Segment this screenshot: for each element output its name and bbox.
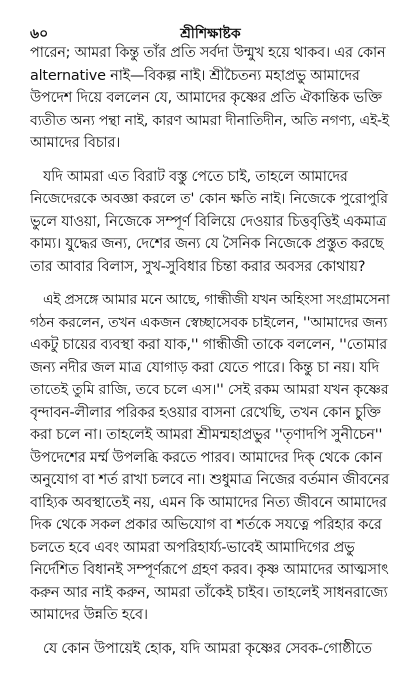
text-line: গঠন করলেন, তখন একজন স্বেচ্ছাসেবক চাইলেন, ''আমাদের জন্য xyxy=(30,314,388,331)
text-line: নিজেদেরকে অবজ্ঞা করলে ত' কোন ক্ষতি নাই। নিজেকে পুরোপুরি xyxy=(30,191,388,207)
text-line: alternative নাই—বিকল্প নাই। শ্রীচৈতন্য মহাপ্রভু আমাদের xyxy=(30,67,360,84)
text-line: একটু চায়ের ব্যবস্থা করা যাক,'' গান্ধীজী তাকে বললেন, ''তোমার xyxy=(30,337,387,353)
text-line: করুন আর নাই করুন, আমরা তাঁকেই চাইব। তাহলেই সাধনরাজ্যে xyxy=(30,584,388,601)
text-line: বাহ্যিক অবস্থাতেই নয়, এমন কি আমাদের নিত্য জীবনে আমাদের xyxy=(30,494,387,511)
paragraph xyxy=(30,289,391,627)
text-line: আমাদের বিচার। xyxy=(30,135,121,151)
text-line: দিক থেকে সকল প্রকার অভিযোগ বা শর্তকে সযত্নে পরিহার করে xyxy=(30,517,382,533)
text-line: নির্দেশিত বিধানই সম্পূর্ণরূপে গ্রহণ করব। কৃষ্ণ আমাদের আত্মসাৎ xyxy=(30,562,389,578)
text-line: জন্য নদীর জল মাত্র যোগাড় করা যেতে পারে। কিন্তু চা নয়। যদি xyxy=(30,359,379,376)
text-line: বৃন্দাবন-লীলার পরিকর হওয়ার বাসনা রেখেছি, তখন কোন চুক্তি xyxy=(30,404,381,421)
paragraph xyxy=(30,166,391,279)
text-line: ব্যতীত অন্য পন্থা নাই, কারণ আমরা দীনাতিদীন, অতি নগণ্য, এই-ই xyxy=(30,112,389,129)
page-body xyxy=(30,42,391,671)
text-line: যদি আমরা এত বিরাট বস্তু পেতে চাই, তাহলে আমাদের xyxy=(43,168,348,185)
text-line: চলতে হবে এবং আমরা অপরিহার্য্য-ভাবেই আমাদিগের প্রভু xyxy=(30,539,355,556)
text-line: তাতেই তুমি রাজি, তবে চলে এস।'' সেই রকম আমরা যখন কৃষ্ণের xyxy=(30,382,389,398)
text-line: অনুযোগ বা শর্ত রাখা চলবে না। শুধুমাত্র নিজের বর্তমান জীবনের xyxy=(30,472,390,488)
text-line: যে কোন উপায়েই হোক, যদি আমরা কৃষ্ণের সেবক-গোষ্ঠীতে xyxy=(43,640,372,657)
paragraph xyxy=(30,638,391,661)
text-line: তার আবার বিলাস, সুখ-সুবিধার চিন্তা করার অবসর কোথায়? xyxy=(30,258,366,275)
page-header xyxy=(30,22,391,42)
text-line: এই প্রসঙ্গে আমার মনে আছে, গান্ধীজী যখন অহিংসা সংগ্রামসেনা xyxy=(43,292,390,308)
text-line: ভুলে যাওয়া, নিজেকে সম্পূর্ণ বিলিয়ে দেওয়ার চিত্তবৃত্তিই একমাত্র xyxy=(30,213,387,230)
text-line: উপদেশের মর্ম্ম উপলব্ধি করতে পারব। আমাদের দিক্ থেকে কোন xyxy=(30,449,382,466)
text-line: পারেন; আমরা কিন্তু তাঁর প্রতি সর্বদা উন্মুখ হয়ে থাকব। এর কোন xyxy=(30,45,386,61)
running-title: শ্রীশিক্ষাষ্টক xyxy=(180,26,241,42)
text-line: করা চলে না। তাহলেই আমরা শ্রীমন্মহাপ্রভুর ''তৃণাদপি সুনীচেন'' xyxy=(30,427,383,443)
paragraph xyxy=(30,42,391,155)
page-number: ৬০ xyxy=(30,26,49,42)
text-line: আমাদের উন্নতি হবে। xyxy=(30,607,148,623)
text-line: উপদেশ দিয়ে বললেন যে, আমাদের কৃষ্ণের প্রতি ঐকান্তিক ভক্তি xyxy=(30,90,382,106)
text-line: কাম্য। যুদ্ধের জন্য, দেশের জন্য যে সৈনিক নিজেকে প্রস্তুত করছে xyxy=(30,236,384,252)
